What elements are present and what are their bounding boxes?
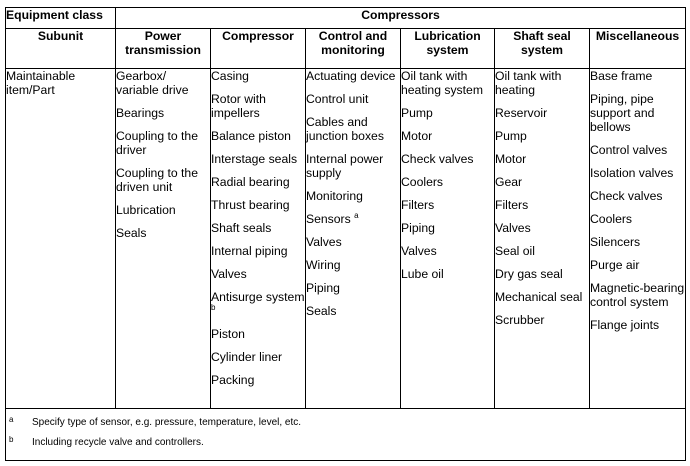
list-item: Pump <box>495 129 527 143</box>
column-header-control-monitoring: Control and monitoring <box>306 29 401 69</box>
list-item: Purge air <box>590 258 640 272</box>
column-header-row <box>6 29 686 69</box>
list-item: Motor <box>495 152 527 166</box>
footnote-a <box>6 417 685 429</box>
footnotes-cell <box>6 409 686 461</box>
list-item: Valves <box>306 235 342 249</box>
list-item: Filters <box>401 198 435 212</box>
list-item: Piston <box>211 327 245 341</box>
footnote-text: Specify type of sensor, e.g. pressure, temperature, level, etc. <box>32 417 302 428</box>
list-item: Actuating device <box>306 69 396 83</box>
column-header-lubrication-system: Lubrication system <box>401 29 495 69</box>
list-item: Lubrication <box>116 203 176 217</box>
list-item: Motor <box>401 129 433 143</box>
list-item: Internal piping <box>211 244 288 258</box>
list-item: Control valves <box>590 143 668 157</box>
list-item: Magnetic-bearing control system <box>590 281 685 309</box>
list-item-text: Antisurge system <box>211 290 305 304</box>
list-item: Silencers <box>590 235 641 249</box>
equipment-class-label: Equipment class <box>6 8 116 29</box>
list-item: Lube oil <box>401 267 444 281</box>
list-item: Piping <box>306 281 340 295</box>
list-item: Piping, pipe support and bellows <box>590 92 655 134</box>
list-item: Packing <box>211 373 255 387</box>
list-item: Base frame <box>590 69 653 83</box>
list-item: Coolers <box>401 175 443 189</box>
list-item: Coupling to the driven unit <box>116 166 198 194</box>
list-item: Gear <box>495 175 523 189</box>
equipment-class-row <box>6 8 686 29</box>
list-item: Interstage seals <box>211 152 298 166</box>
list-item-antisurge <box>211 290 305 318</box>
list-item: Seals <box>306 304 337 318</box>
list-item: Valves <box>401 244 437 258</box>
list-item: Radial bearing <box>211 175 290 189</box>
list-item: Coupling to the driver <box>116 129 198 157</box>
column-header-compressor: Compressor <box>211 29 306 69</box>
compressor-subunit-table-container <box>5 7 685 461</box>
list-item: Reservoir <box>495 106 548 120</box>
equipment-class-value: Compressors <box>116 8 686 29</box>
list-item: Cables and junction boxes <box>306 115 384 143</box>
list-item: Balance piston <box>211 129 291 143</box>
list-item: Pump <box>401 106 433 120</box>
shaft-seal-system-cell <box>495 69 590 409</box>
list-item: Gearbox/ variable drive <box>116 69 189 97</box>
list-item: Mechanical seal <box>495 290 583 304</box>
footnote-ref-b: b <box>211 302 216 312</box>
list-item: Valves <box>495 221 531 235</box>
list-item: Flange joints <box>590 318 660 332</box>
footnote-mark: a <box>9 415 14 424</box>
list-item: Valves <box>211 267 247 281</box>
list-item: Coolers <box>590 212 632 226</box>
list-item: Internal power supply <box>306 152 384 180</box>
column-header-shaft-seal-system: Shaft seal system <box>495 29 590 69</box>
footnote-mark: b <box>9 435 14 444</box>
list-item: Scrubber <box>495 313 545 327</box>
footnote-ref-a: a <box>354 210 359 220</box>
column-header-subunit: Subunit <box>6 29 116 69</box>
list-item: Oil tank with heating <box>495 69 562 97</box>
list-item: Dry gas seal <box>495 267 563 281</box>
list-item: Control unit <box>306 92 369 106</box>
list-item: Shaft seals <box>211 221 272 235</box>
column-header-power-transmission: Power transmission <box>116 29 211 69</box>
list-item: Casing <box>211 69 249 83</box>
list-item: Wiring <box>306 258 341 272</box>
footnote-text: Including recycle valve and controllers. <box>32 437 204 448</box>
list-item: Check valves <box>401 152 474 166</box>
compressor-cell <box>211 69 306 409</box>
list-item: Thrust bearing <box>211 198 290 212</box>
list-item: Monitoring <box>306 189 363 203</box>
power-transmission-cell <box>116 69 211 409</box>
list-item-sensors <box>306 212 400 226</box>
footnotes-row <box>6 409 686 461</box>
compressor-subunit-table <box>5 7 686 461</box>
list-item-text: Sensors <box>306 212 351 226</box>
subunit-row-label-cell <box>6 69 116 409</box>
list-item: Seal oil <box>495 244 535 258</box>
list-item: Rotor with impellers <box>211 92 266 120</box>
list-item: Cylinder liner <box>211 350 283 364</box>
miscellaneous-cell <box>590 69 686 409</box>
maintainable-items-row <box>6 69 686 409</box>
column-header-miscellaneous: Miscellaneous <box>590 29 686 69</box>
lubrication-system-cell <box>401 69 495 409</box>
footnote-b <box>6 437 685 449</box>
subunit-row-label: Maintainable item/Part <box>6 69 76 97</box>
list-item: Piping <box>401 221 435 235</box>
list-item: Bearings <box>116 106 165 120</box>
list-item: Check valves <box>590 189 663 203</box>
list-item: Isolation valves <box>590 166 674 180</box>
control-monitoring-cell <box>306 69 401 409</box>
list-item: Oil tank with heating system <box>401 69 483 97</box>
list-item: Seals <box>116 226 147 240</box>
list-item: Filters <box>495 198 529 212</box>
